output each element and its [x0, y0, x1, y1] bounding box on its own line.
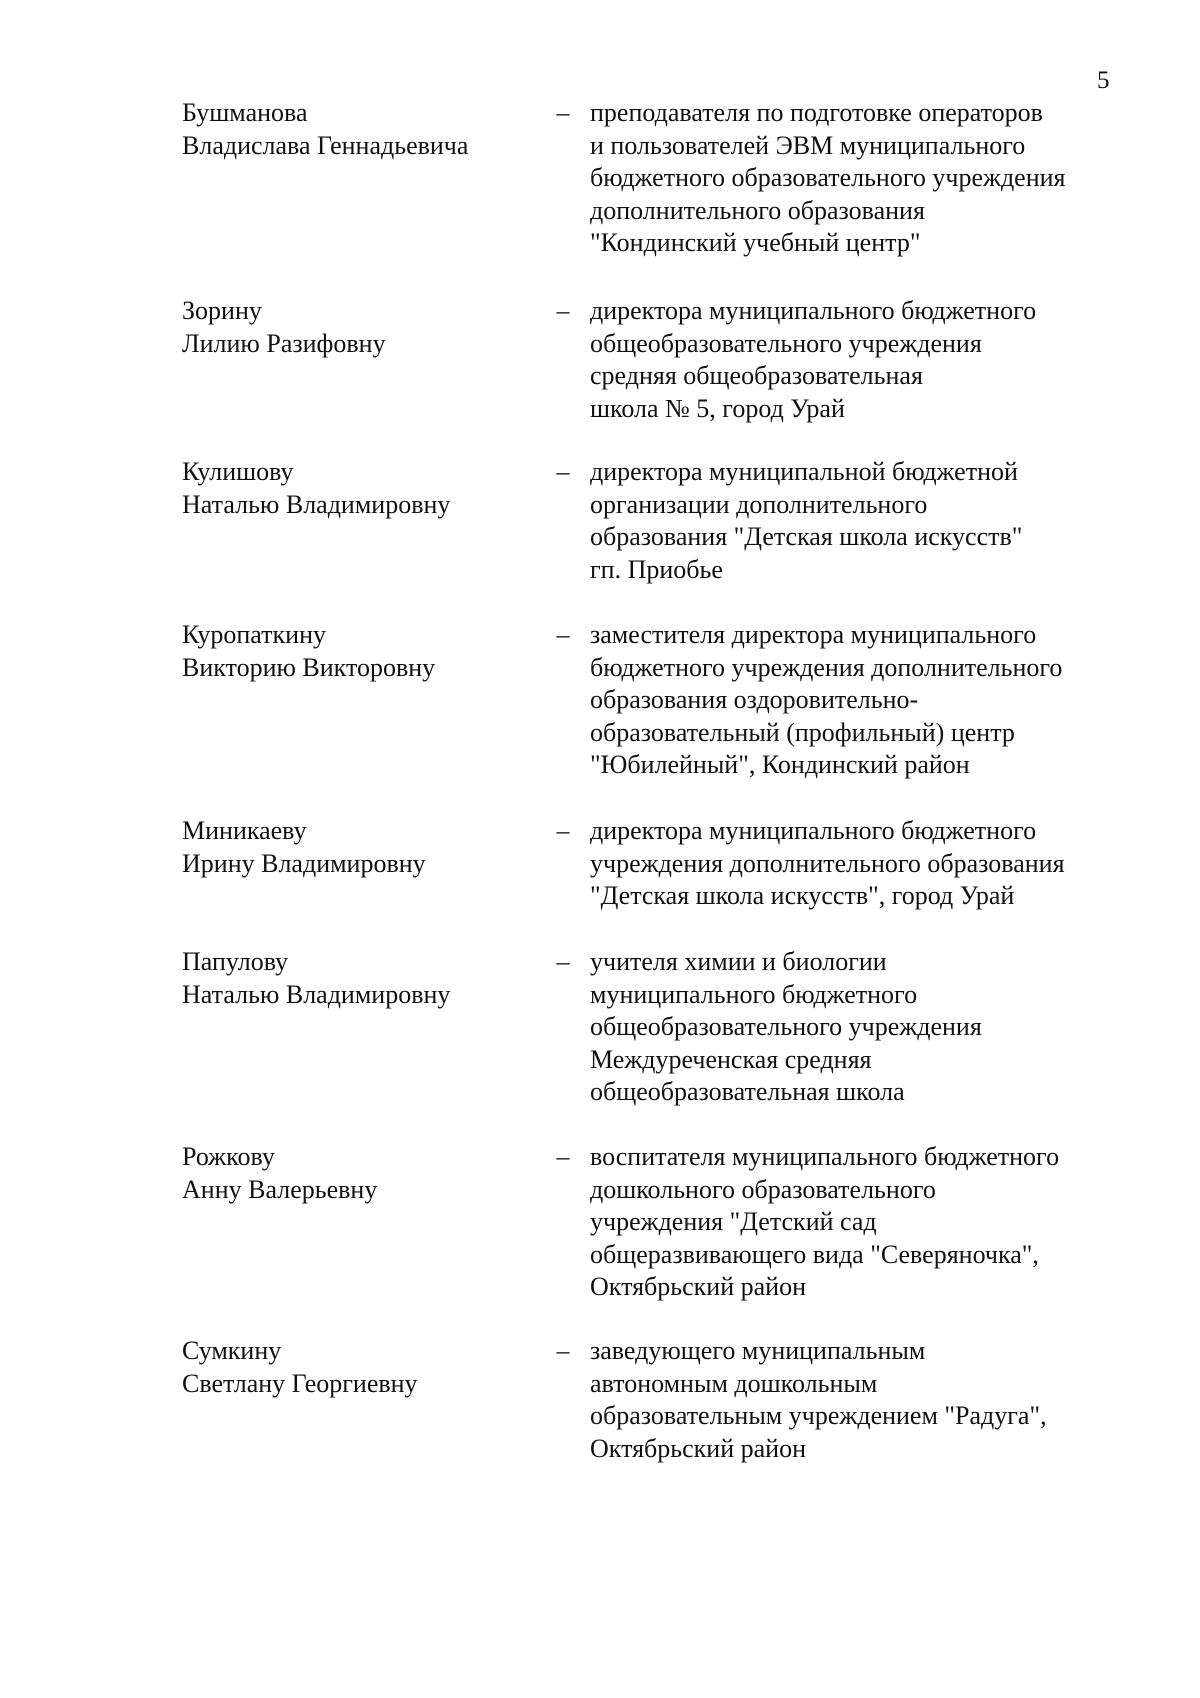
position-line: дополнительного образования: [590, 195, 925, 225]
person-name: [182, 97, 532, 162]
person-name: [182, 619, 532, 684]
position-line: Октябрьский район: [590, 1433, 806, 1463]
given-name: Ирину Владимировну: [182, 848, 426, 878]
position-line: муниципального бюджетного: [590, 979, 918, 1009]
position-description: [590, 619, 1130, 782]
position-line: общеразвивающего вида "Северяночка",: [590, 1239, 1039, 1269]
person-name: [182, 295, 532, 360]
position-line: образовательный (профильный) центр: [590, 717, 1015, 747]
position-line: бюджетного учреждения дополнительного: [590, 652, 1063, 682]
position-line: бюджетного образовательного учреждения: [590, 163, 1066, 192]
position-line: заместителя директора муниципального: [590, 620, 1037, 649]
position-line: воспитателя муниципального бюджетного: [590, 1142, 1060, 1171]
position-line: директора муниципального бюджетного: [590, 816, 1037, 845]
page-number: 5: [1097, 67, 1110, 94]
person-name: [182, 456, 532, 521]
position-line: дошкольного образовательного: [590, 1174, 936, 1204]
position-description: [590, 946, 1130, 1109]
position-line: учителя химии и биологии: [590, 947, 887, 976]
position-line: общеобразовательная школа: [590, 1077, 905, 1106]
given-name: Владислава Геннадьевича: [182, 130, 469, 160]
position-line: школа № 5, город Урай: [590, 393, 845, 423]
position-line: "Детская школа искусств", город Урай: [590, 881, 1015, 910]
position-line: учреждения "Детский сад: [590, 1207, 877, 1236]
position-line: образования "Детская школа искусств": [590, 522, 1023, 551]
dash-separator: –: [556, 1336, 570, 1365]
dash-separator: –: [556, 1142, 570, 1171]
given-name: Наталью Владимировну: [182, 979, 451, 1009]
surname: Куропаткину: [182, 620, 326, 649]
position-line: организации дополнительного: [590, 489, 928, 519]
surname: Рожкову: [182, 1142, 275, 1171]
surname: Бушманова: [182, 98, 308, 127]
person-name: [182, 815, 532, 880]
position-description: [590, 815, 1130, 913]
position-line: заведующего муниципальным: [590, 1336, 926, 1365]
position-line: учреждения дополнительного образования: [590, 848, 1065, 878]
position-line: образования оздоровительно-: [590, 685, 919, 714]
position-line: и пользователей ЭВМ муниципального: [590, 130, 1026, 160]
dash-separator: –: [556, 457, 570, 486]
position-description: [590, 456, 1130, 586]
given-name: Викторию Викторовну: [182, 652, 436, 682]
position-line: Междуреченская средняя: [590, 1044, 872, 1074]
given-name: Лилию Разифовну: [182, 328, 386, 358]
given-name: Наталью Владимировну: [182, 489, 451, 519]
dash-separator: –: [556, 816, 570, 845]
person-name: [182, 1335, 532, 1400]
position-line: общеобразовательного учреждения: [590, 328, 982, 358]
position-line: директора муниципального бюджетного: [590, 296, 1037, 325]
position-description: [590, 1335, 1130, 1465]
surname: Зорину: [182, 296, 262, 325]
person-name: [182, 1141, 532, 1206]
position-line: "Кондинский учебный центр": [590, 228, 921, 257]
position-description: [590, 295, 1130, 425]
position-line: директора муниципальной бюджетной: [590, 457, 1018, 486]
given-name: Светлану Георгиевну: [182, 1368, 418, 1398]
dash-separator: –: [556, 296, 570, 325]
position-line: общеобразовательного учреждения: [590, 1012, 982, 1041]
position-line: преподавателя по подготовке операторов: [590, 98, 1043, 127]
dash-separator: –: [556, 947, 570, 976]
surname: Папулову: [182, 947, 289, 976]
position-line: автономным дошкольным: [590, 1368, 878, 1398]
given-name: Анну Валерьевну: [182, 1174, 378, 1204]
position-line: гп. Приобье: [590, 554, 723, 584]
position-line: Октябрьский район: [590, 1272, 806, 1301]
dash-separator: –: [556, 620, 570, 649]
surname: Сумкину: [182, 1336, 282, 1365]
person-name: [182, 946, 532, 1011]
surname: Кулишову: [182, 457, 294, 486]
position-line: образовательным учреждением "Радуга",: [590, 1401, 1047, 1430]
surname: Миникаеву: [182, 816, 307, 845]
position-line: "Юбилейный", Кондинский район: [590, 750, 970, 779]
dash-separator: –: [556, 98, 570, 127]
position-description: [590, 1141, 1130, 1304]
position-line: средняя общеобразовательная: [590, 361, 923, 390]
position-description: [590, 97, 1130, 260]
